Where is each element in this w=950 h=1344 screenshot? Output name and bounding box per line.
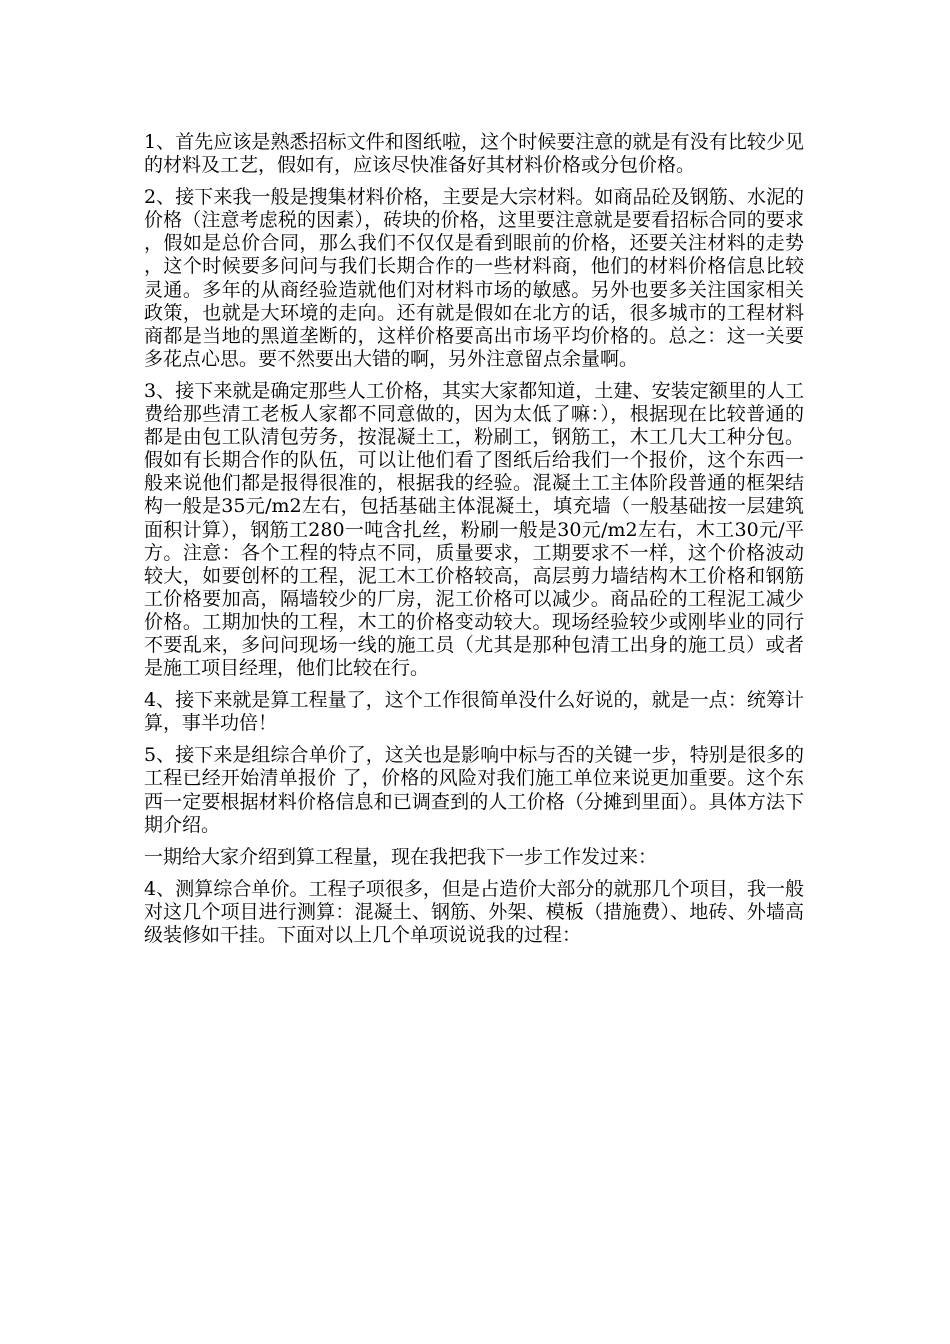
- paragraph-2: 2、接下来我一般是搜集材料价格，主要是大宗材料。如商品砼及钢筋、水泥的价格（注意考虑税的因素），砖块的价格，这里要注意就是要看招标合同的要求，假如是总价合同，那么我们不仅仅是看到眼前的价格，还要关注材料的走势，这个时候要多问问与我们长期合作的一些材料商，他们的材料价格信息比较灵通。多年的从商经验造就他们对材料市场的敏感。另外也要多关注国家相关政策，也就是大环境的走向。还有就是假如在北方的话，很多城市的工程材料商都是当地的黑道垄断的，这样价格要高出市场平均价格的。总之：这一关要多花点心思。要不然要出大错的啊，另外注意留点余量啊。: [144, 186, 804, 370]
- paragraph-4: 4、接下来就是算工程量了，这个工作很简单没什么好说的，就是一点：统筹计算，事半功倍！: [144, 689, 804, 735]
- paragraph-1: 1、首先应该是熟悉招标文件和图纸啦，这个时候要注意的就是有没有比较少见的材料及工艺，假如有，应该尽快准备好其材料价格或分包价格。: [144, 131, 804, 177]
- paragraph-6: 一期给大家介绍到算工程量，现在我把我下一步工作发过来：: [144, 845, 658, 868]
- paragraph-7: 4、测算综合单价。工程子项很多，但是占造价大部分的就那几个项目，我一般对这几个项目进行测算：混凝土、钢筋、外架、模板（措施费）、地砖、外墙高级装修如干挂。下面对以上几个单项说说我的过程：: [144, 877, 804, 946]
- paragraph-3: 3、接下来就是确定那些人工价格，其实大家都知道，土建、安装定额里的人工费给那些清工老板人家都不同意做的，因为太低了嘛：），根据现在比较普通的都是由包工队清包劳务，按混凝土工，粉刷工，钢筋工，木工几大工种分包。假如有长期合作的队伍，可以让他们看了图纸后给我们一个报价，这个东西一般来说他们都是报得很准的，根据我的经验。混凝土工主体阶段普通的框架结构一般是35元/m2左右，包括基础主体混凝土，填充墙（一般基础按一层建筑面积计算），钢筋工280一吨含扎丝，粉刷一般是30元/m2左右，木工30元/平方。注意：各个工程的特点不同，质量要求，工期要求不一样，这个价格波动较大，如要创杯的工程，泥工木工价格较高，高层剪力墙结构木工价格和钢筋工价格要加高，隔墙较少的厂房，泥工价格可以减少。商品砼的工程泥工减少价格。工期加快的工程，木工的价格变动较大。现场经验较少或刚毕业的同行不要乱来，多问问现场一线的施工员（尤其是那种包清工出身的施工员）或者是施工项目经理，他们比较在行。: [144, 379, 804, 680]
- document-body: [144, 131, 804, 956]
- paragraph-5: 5、接下来是组综合单价了，这关也是影响中标与否的关键一步，特别是很多的工程已经开始清单报价 了，价格的风险对我们施工单位来说更加重要。这个东西一定要根据材料价格信息和已调查到的人工价格（分摊到里面）。具体方法下期介绍。: [144, 744, 804, 836]
